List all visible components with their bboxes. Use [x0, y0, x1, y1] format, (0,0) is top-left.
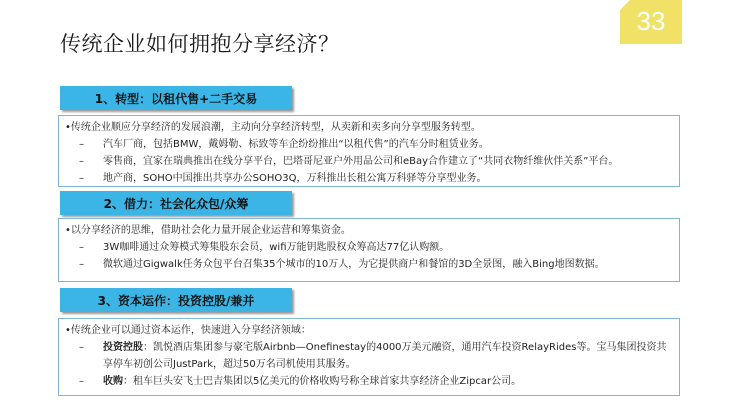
list-item-text: 地产商，SOHO中国推出共享办公SOHO3Q，万科推出长租公寓万科驿等分享型业务。 [103, 173, 487, 184]
list-item-text: 零售商，宜家在瑞典推出在线分享平台，巴塔哥尼亚户外用品公司和eBay合作建立了“共同衣物纤维伙伴关系”平台。 [103, 156, 619, 167]
list-item [65, 339, 671, 373]
list-item-body: ：凯悦酒店集团参与豪宅版Airbnb—Onefinestay的4000万美元融资，通用汽车投资RelayRides等。宝马集团投资共享停车初创公司JustPark，超过50万名司机使用其服务。 [103, 342, 667, 370]
list-item-text [103, 373, 671, 390]
dash-bullet: – [79, 376, 84, 387]
list-item [65, 239, 671, 256]
list-item [65, 256, 671, 273]
section-2-lead: •以分享经济的思维，借助社会化力量开展企业运营和筹集资金。 [65, 225, 351, 236]
list-item-keyword: 投资控股 [103, 342, 143, 353]
page-title: 传统企业如何拥抱分享经济？ [60, 32, 340, 56]
dash-bullet: – [79, 242, 84, 253]
list-item-text: 3W咖啡通过众筹模式筹集股东会员，wifi万能钥匙股权众筹高达77亿认购额。 [103, 242, 450, 253]
list-item-text: 微软通过Gigwalk任务众包平台召集35个城市的10万人，为它提供商户和餐馆的3D全景图，融入Bing地图数据。 [103, 259, 605, 270]
dash-bullet: – [79, 342, 84, 353]
section-1-box [58, 115, 680, 187]
list-item [65, 153, 671, 170]
section-3-lead: •传统企业可以通过资本运作，快速进入分享经济领域： [65, 325, 311, 336]
list-item [65, 170, 671, 187]
list-item [65, 136, 671, 153]
list-item [65, 373, 671, 390]
section-3-box [58, 318, 680, 396]
section-1-header: 1、转型：以租代售+二手交易 [60, 86, 292, 110]
dash-bullet: – [79, 156, 84, 167]
dash-bullet: – [79, 259, 84, 270]
page-number: 33 [636, 6, 666, 36]
list-item-text: 汽车厂商，包括BMW，戴姆勒、标致等车企纷纷推出“以租代售”的汽车分时租赁业务。 [103, 139, 489, 150]
list-item-body: ：租车巨头安飞士巴吉集团以5亿美元的价格收购号称全球首家共享经济企业Zipcar公司。 [123, 376, 522, 387]
list-item-keyword: 收购 [103, 376, 123, 387]
section-2-header: 2、借力：社会化众包/众筹 [60, 191, 292, 215]
dash-bullet: – [79, 173, 84, 184]
section-2-box [58, 218, 680, 282]
page-number-badge [620, 0, 682, 44]
list-item-text [103, 339, 671, 373]
dash-bullet: – [79, 139, 84, 150]
section-3-header: 3、资本运作：投资控股/兼并 [60, 288, 292, 312]
section-1-lead: •传统企业顺应分享经济的发展浪潮，主动向分享经济转型，从卖新和卖多向分享型服务转型。 [65, 122, 481, 133]
